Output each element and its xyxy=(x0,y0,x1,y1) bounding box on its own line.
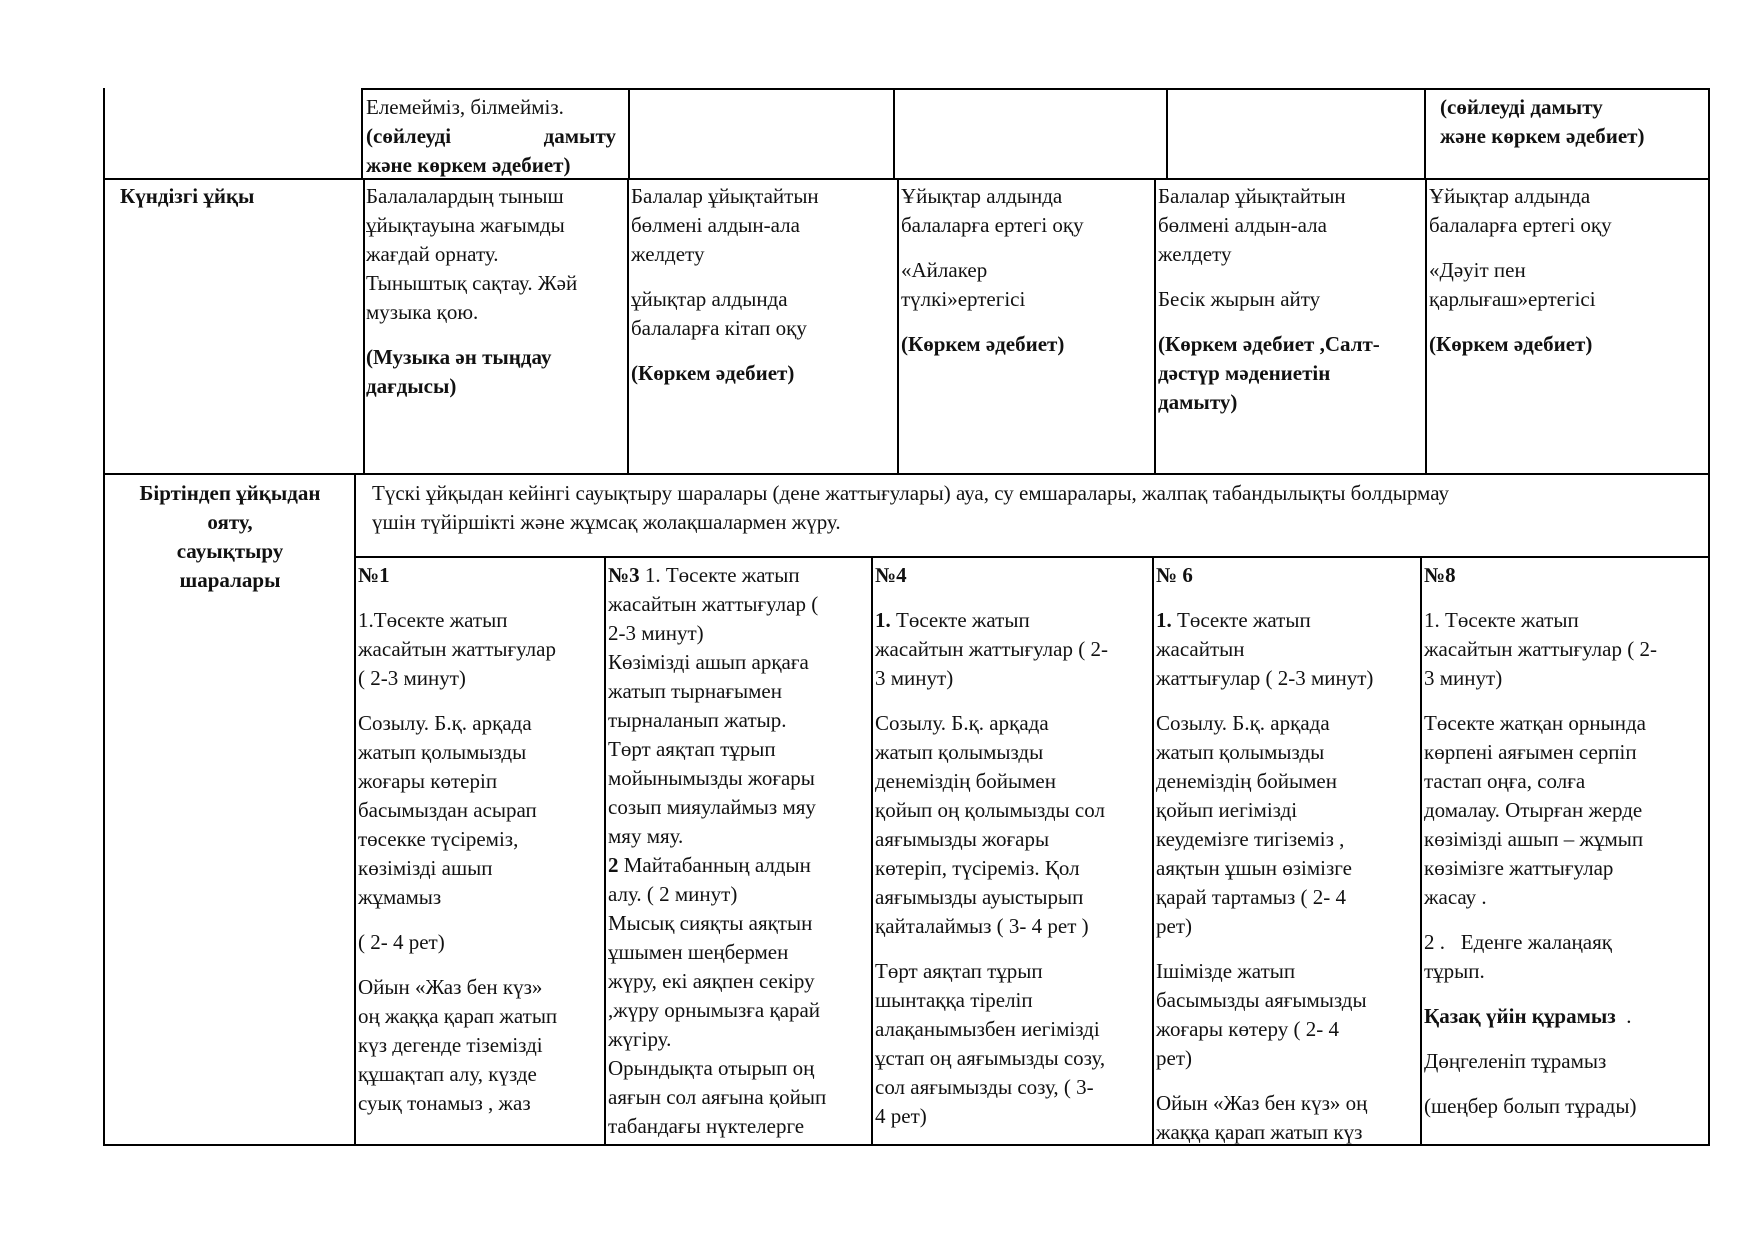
label-text: шаралары xyxy=(179,568,281,592)
text-line: ұйықтар алдында xyxy=(631,287,788,311)
label-text: Біртіндеп ұйқыдан xyxy=(139,481,321,505)
text-line: жоғары көтеру ( 2- 4 xyxy=(1156,1017,1339,1041)
wake-intro xyxy=(372,479,1702,537)
label-text: сауықтыру xyxy=(176,539,284,563)
label-text: Күндізгі ұйқы xyxy=(120,184,255,208)
table-border-right xyxy=(1708,88,1710,1146)
bold-line: дағдысы) xyxy=(366,374,457,398)
row-label-wake xyxy=(108,479,352,595)
text-line: балаларға ертегі оқу xyxy=(1429,213,1612,237)
text-line: желдету xyxy=(631,242,705,266)
text-line: шынтаққа тіреліп xyxy=(875,988,1033,1012)
text-line: көзімізге жаттығулар xyxy=(1424,856,1614,880)
text-fragment: Төсекте жатып xyxy=(890,608,1030,632)
text-line: көзімізді ашып xyxy=(358,856,493,880)
text-fragment: Майтабанның алдын xyxy=(618,853,811,877)
text-line: ұстап оң аяғымызды созу, xyxy=(875,1046,1106,1070)
text-line: түлкі»ертегісі xyxy=(901,287,1026,311)
text-line: «Дәуіт пен xyxy=(1429,258,1526,282)
text-line: жасайтын жаттығулар xyxy=(358,637,556,661)
bold-fragment: Қазақ үйін құрамыз xyxy=(1424,1004,1616,1028)
step-number: 1. xyxy=(1156,608,1172,632)
exercise-number: № 6 xyxy=(1156,563,1193,587)
col-divider xyxy=(897,178,899,473)
table-border-bottom xyxy=(103,1144,1710,1146)
text-line: жатып қолымызды xyxy=(1156,740,1325,764)
text-line: алақанымызбен иегімізді xyxy=(875,1017,1100,1041)
text-line: басымызды аяғымызды xyxy=(1156,988,1367,1012)
text-line: Созылу. Б.қ. арқада xyxy=(1156,711,1330,735)
exercise-number: №3 xyxy=(608,563,640,587)
text-line xyxy=(1424,1002,1706,1031)
wake-cell-5 xyxy=(1424,561,1706,1121)
bold-line: (Музыка ән тыңдау xyxy=(366,345,552,369)
wake-cell-1 xyxy=(358,561,601,1118)
text-fragment: (сөйлеуді xyxy=(366,124,452,148)
text-line: рет) xyxy=(1156,1046,1192,1070)
sleep-cell-4 xyxy=(1158,182,1422,417)
text-line: 1. Төсекте жатып xyxy=(1424,608,1579,632)
text-line: рет) xyxy=(1156,914,1192,938)
bold-line: (сөйлеуді дамыту xyxy=(1440,95,1603,119)
text-line: (шеңбер болып тұрады) xyxy=(1424,1094,1637,1118)
text-line: кеудемізге тигіземіз , xyxy=(1156,827,1345,851)
text-line: жасайтын жаттығулар ( 2- xyxy=(1424,637,1657,661)
bold-line: және көркем әдебиет) xyxy=(1440,124,1645,148)
text-line: Балалар ұйықтайтын xyxy=(1158,184,1346,208)
text-line: жатып қолымызды xyxy=(358,740,527,764)
text-line: Елемейміз, білмейміз. xyxy=(366,95,564,119)
text-line: көзімізді ашып – жұмып xyxy=(1424,827,1644,851)
text-line: мяу мяу. xyxy=(608,824,684,848)
sleep-cell-5 xyxy=(1429,182,1704,359)
row0-cell-1 xyxy=(366,93,616,180)
col-divider xyxy=(1154,178,1156,473)
col-divider xyxy=(1152,556,1154,1146)
col-divider xyxy=(361,88,363,178)
text-line: жаттығулар ( 2-3 минут) xyxy=(1156,666,1374,690)
col-divider xyxy=(1420,556,1422,1146)
text-line: аяғымызды ауыстырып xyxy=(875,885,1084,909)
text-line: ұшымен шеңбермен xyxy=(608,940,789,964)
text-line: Дөңгеленіп тұрамыз xyxy=(1424,1049,1607,1073)
text-line: Ішімізде жатып xyxy=(1156,959,1296,983)
text-line: қарай тартамыз ( 2- 4 xyxy=(1156,885,1346,909)
text-line: Төрт аяқтап тұрып xyxy=(608,737,776,761)
exercise-number: №1 xyxy=(358,563,390,587)
text-fragment: Төсекте жатып xyxy=(1171,608,1311,632)
text-fragment: 1. Төсекте жатып xyxy=(639,563,800,587)
sleep-cell-1 xyxy=(366,182,624,401)
text-line: 2 . Еденге жалаңаяқ xyxy=(1424,930,1612,954)
wake-cell-4 xyxy=(1156,561,1418,1147)
col-divider xyxy=(628,88,630,178)
text-line: басымыздан асырап xyxy=(358,798,537,822)
col-divider xyxy=(1424,88,1426,178)
text-line: Ойын «Жаз бен күз» оң xyxy=(1156,1091,1368,1115)
text-line: желдету xyxy=(1158,242,1232,266)
text-line: алу. ( 2 минут) xyxy=(608,882,738,906)
text-line: суық тонамыз , жаз xyxy=(358,1091,531,1115)
text-line: 2-3 минут) xyxy=(608,621,704,645)
text-line: ( 2-3 минут) xyxy=(358,666,466,690)
text-line: Балалар ұйықтайтын xyxy=(631,184,819,208)
text-line: Ойын «Жаз бен күз» xyxy=(358,975,543,999)
text-line: Балалалардың тыныш xyxy=(366,184,564,208)
row0-cell-5 xyxy=(1440,93,1705,151)
text-line: жүгіру. xyxy=(608,1027,672,1051)
text-line: үшін түйіршікті және жұмсақ жолақшалармен жүру. xyxy=(372,510,841,534)
col-divider xyxy=(871,556,873,1146)
text-line: жатып тырнағымен xyxy=(608,679,782,703)
text-line xyxy=(1156,606,1418,635)
text-line: жаққа қарап жатып күз xyxy=(1156,1120,1363,1144)
text-line: 4 рет) xyxy=(875,1104,927,1128)
row-divider xyxy=(103,473,1710,475)
text-line: Орындықта отырып оң xyxy=(608,1056,815,1080)
text-line: мойынымызды жоғары xyxy=(608,766,815,790)
text-line: бөлмені алдын-ала xyxy=(1158,213,1327,237)
text-line: күз дегенде тіземізді xyxy=(358,1033,543,1057)
bold-line: (Көркем әдебиет) xyxy=(631,361,795,385)
text-line: табандағы нүктелерге xyxy=(608,1114,805,1138)
wake-cell-2 xyxy=(608,561,870,1141)
text-line: музыка қою. xyxy=(366,300,479,324)
text-line: құшақтап алу, күзде xyxy=(358,1062,537,1086)
bold-line xyxy=(366,122,616,151)
bold-line: дәстүр мәдениетін xyxy=(1158,361,1331,385)
text-line: көрпені аяғымен серпіп xyxy=(1424,740,1637,764)
text-line: жағдай орнату. xyxy=(366,242,499,266)
text-line: ( 2- 4 рет) xyxy=(358,930,445,954)
text-line: 3 минут) xyxy=(875,666,954,690)
text-line: тырналанып жатыр. xyxy=(608,708,787,732)
text-line: Көзімізді ашып арқаға xyxy=(608,650,809,674)
bold-line: дамыту) xyxy=(1158,390,1238,414)
bold-line: (Көркем әдебиет) xyxy=(1429,332,1593,356)
text-line: Түскі ұйқыдан кейінгі сауықтыру шаралары (дене жаттығулары) ауа, су емшаралары, жалпақ табандылықты болдырмау xyxy=(372,481,1449,505)
text-line: жұмамыз xyxy=(358,885,442,909)
col-divider xyxy=(363,178,365,473)
text-line: жасайтын xyxy=(1156,637,1245,661)
col-divider xyxy=(354,473,356,1146)
table-border-left xyxy=(103,88,105,1146)
wake-cell-3 xyxy=(875,561,1149,1131)
text-line: Ұйықтар алдында xyxy=(901,184,1063,208)
text-line xyxy=(608,851,870,880)
step-number: 2 xyxy=(608,853,619,877)
text-line: тұрып. xyxy=(1424,959,1485,983)
text-line: қойып оң қолымызды сол xyxy=(875,798,1105,822)
text-line xyxy=(875,606,1149,635)
text-line: Төрт аяқтап тұрып xyxy=(875,959,1043,983)
text-line: балаларға ертегі оқу xyxy=(901,213,1084,237)
sleep-cell-2 xyxy=(631,182,893,388)
text-line: тастап оңға, солға xyxy=(1424,769,1586,793)
text-line: жасау . xyxy=(1424,885,1487,909)
text-line: ұйықтауына жағымды xyxy=(366,213,565,237)
col-divider xyxy=(627,178,629,473)
step-number: 1. xyxy=(875,608,891,632)
text-line: жүру, екі аяқпен секіру xyxy=(608,969,815,993)
text-line: жоғары көтеріп xyxy=(358,769,498,793)
text-line: 1.Төсекте жатып xyxy=(358,608,508,632)
row-label-sleep xyxy=(112,182,330,211)
text-line: қайталаймыз ( 3- 4 рет ) xyxy=(875,914,1089,938)
row-divider xyxy=(354,556,1710,558)
text-line: аяқтын ұшын өзімізге xyxy=(1156,856,1352,880)
text-line: денеміздің бойымен xyxy=(875,769,1056,793)
text-line: сол аяғымызды созу, ( 3- xyxy=(875,1075,1094,1099)
table-border-top xyxy=(361,88,1710,90)
text-line: аяғын сол аяғына қойып xyxy=(608,1085,827,1109)
exercise-number: №4 xyxy=(875,563,907,587)
text-line: бөлмені алдын-ала xyxy=(631,213,800,237)
text-line: Мысық сияқты аяқтын xyxy=(608,911,813,935)
text-line: созып мияулаймыз мяу xyxy=(608,795,816,819)
sleep-cell-3 xyxy=(901,182,1151,359)
text-line: қарлығаш»ертегісі xyxy=(1429,287,1596,311)
text-line: жатып қолымызды xyxy=(875,740,1044,764)
col-divider xyxy=(893,88,895,178)
row-divider xyxy=(103,178,1710,180)
text-line: Бесік жырын айту xyxy=(1158,287,1321,311)
text-line: балаларға кітап оқу xyxy=(631,316,807,340)
bold-line: (Көркем әдебиет ,Салт- xyxy=(1158,332,1380,356)
bold-line: (Көркем әдебиет) xyxy=(901,332,1065,356)
text-line: оң жаққа қарап жатып xyxy=(358,1004,558,1028)
text-line: денеміздің бойымен xyxy=(1156,769,1337,793)
text-line: аяғымызды жоғары xyxy=(875,827,1050,851)
text-line: төсекке түсіреміз, xyxy=(358,827,519,851)
col-divider xyxy=(1166,88,1168,178)
bold-line: және көркем әдебиет) xyxy=(366,153,571,177)
text-line: «Айлакер xyxy=(901,258,988,282)
text-line: домалау. Отырған жерде xyxy=(1424,798,1643,822)
text-line: көтеріп, түсіреміз. Қол xyxy=(875,856,1080,880)
text-fragment: дамыту xyxy=(543,124,616,148)
text-line xyxy=(608,561,870,590)
col-divider xyxy=(1425,178,1427,473)
text-line: Созылу. Б.қ. арқада xyxy=(875,711,1049,735)
text-line: жасайтын жаттығулар ( xyxy=(608,592,819,616)
text-line: жасайтын жаттығулар ( 2- xyxy=(875,637,1108,661)
text-line: Төсекте жатқан орнында xyxy=(1424,711,1646,735)
text-line: Ұйықтар алдында xyxy=(1429,184,1591,208)
text-fragment: . xyxy=(1615,1004,1632,1028)
text-line: қойып иегімізді xyxy=(1156,798,1298,822)
text-line: Созылу. Б.қ. арқада xyxy=(358,711,532,735)
exercise-number: №8 xyxy=(1424,563,1456,587)
text-line: 3 минут) xyxy=(1424,666,1503,690)
text-line: ,жүру орнымызға қарай xyxy=(608,998,821,1022)
text-line: Тыныштық сақтау. Жәй xyxy=(366,271,578,295)
col-divider xyxy=(604,556,606,1146)
label-text: ояту, xyxy=(207,510,253,534)
